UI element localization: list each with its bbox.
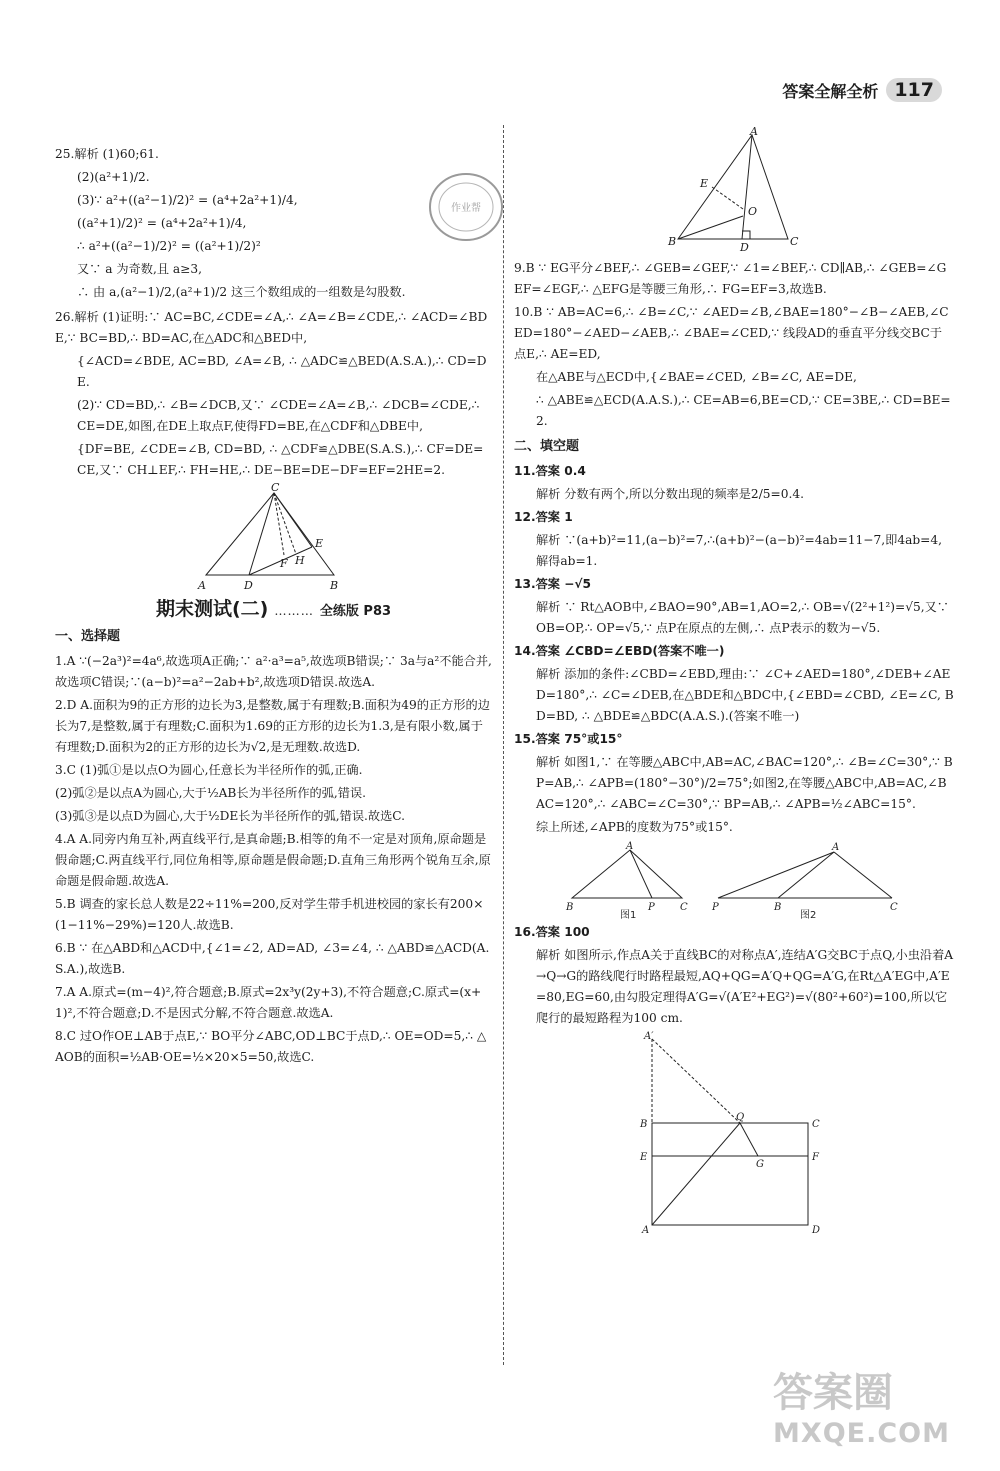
q25-line: 25.解析 (1)60;61.	[55, 147, 159, 161]
q26-line: 26.解析 (1)证明:∵ AC=BC,∠CDE=∠A,∴ ∠A=∠B=∠CDE,∴ ∠ACD=∠BDE,∵ BC=BD,∴ BD=AC,在△ADC和△BED中,	[55, 310, 488, 345]
answer-explain: 解析 分数有两个,所以分数出现的频率是2/5=0.4.	[536, 487, 805, 501]
answer-explain: 解析 如图所示,作点A关于直线BC的对称点A′,连结A′G交BC于点Q,小虫沿着A→Q→G的路线爬行时路程最短,AQ+QG=A′Q+QG=A′G,在Rt△A′EG中,A′E=80,EG=60,由勾股定理得A′G=√(A′E²+EG²)=√(80²+60²)=100,所以它爬行的最短路程为100 cm.	[536, 948, 954, 1025]
fig26-label-h: H	[294, 554, 305, 567]
fig16-label-a: A	[642, 1225, 650, 1236]
exam-title-dots: ………	[274, 604, 314, 618]
fig10-label-b: B	[668, 235, 677, 248]
answer-item: (2)弧②是以点A为圆心,大于½AB长为半径所作的弧,错误.	[55, 786, 367, 800]
fig16-label-c: C	[812, 1119, 820, 1130]
exam-title	[55, 599, 492, 622]
answer-label: 13.答案 −√5	[514, 577, 592, 591]
right-column	[514, 258, 954, 1238]
answer-explain: 解析 如图1,∵ 在等腰△ABC中,AB=AC,∠BAC=120°,∴ ∠B=∠C=30°,∵ BP=AB,∴ ∠APB=(180°−30°)/2=75°;如图2,在等腰△ABC中,AB=AC,∠BAC=120°,∴ ∠ABC=∠C=30°,∵ BP=AB,∴ ∠APB=½∠ABC=15°.	[536, 755, 953, 811]
answer-explain: 解析 ∵ Rt△AOB中,∠BAO=90°,AB=1,AO=2,∴ OB=√(2²+1²)=√5,又∵ OB=OP,∴ OP=√5,∵ 点P在原点的左侧,∴ 点P表示的数为−√5.	[536, 600, 949, 635]
fig26-label-d: D	[243, 579, 253, 592]
answer-label: 11.答案 0.4	[514, 464, 586, 478]
fig16-label-q: Q	[736, 1112, 745, 1123]
exam-title-edition: 全练版 P83	[319, 604, 392, 619]
fig26-label-b: B	[329, 579, 338, 592]
answer-item: 8.C 过O作OE⊥AB于点E,∵ BO平分∠ABC,OD⊥BC于点D,∴ OE=OD=5,∴ △AOB的面积=½AB·OE=½×20×5=50,故选C.	[55, 1029, 487, 1064]
answer-item: 3.C (1)弧①是以点O为圆心,任意长为半径所作的弧,正确.	[55, 763, 363, 777]
q26-block	[55, 307, 492, 481]
answer-item: 4.A A.同旁内角互补,两直线平行,是真命题;B.相等的角不一定是对顶角,原命题是假命题;C.两直线平行,同位角相等,原命题是假命题;D.直角三角形两个锐角互余,原命题是假命题.故选A.	[55, 832, 491, 888]
fig16-label-g: G	[756, 1159, 764, 1170]
watermark-main: 答案圈	[773, 1370, 894, 1416]
q25-block	[55, 144, 492, 303]
q25-line: (2)(a²+1)/2.	[77, 170, 150, 184]
answer-item: ∴ △ABE≌△ECD(A.A.S.),∴ CE=AB=6,BE=CD,∵ CE=3BE,∴ CD=BE=2.	[536, 393, 951, 428]
fig15-caption-2: 图2	[800, 910, 817, 920]
fig15a-label-b: B	[566, 902, 574, 913]
answer-item: (3)弧③是以点D为圆心,大于½DE长为半径所作的弧,错误.故选C.	[55, 809, 406, 823]
answer-explain: 解析 ∵(a+b)²=11,(a−b)²=7,∴(a+b)²−(a−b)²=4ab=11−7,即4ab=4,解得ab=1.	[536, 533, 942, 568]
q26-line: (2)∵ CD=BD,∴ ∠B=∠DCB,又∵ ∠CDE=∠A=∠B,∴ ∠DCB=∠CDE,∴ CE=DE,如图,在DE上取点F,使得FD=BE,在△CDF和△DBE中,	[77, 398, 480, 433]
answer-item: 7.A A.原式=(m−4)²,符合题意;B.原式=2x³y(2y+3),不符合题意;C.原式=(x+1)²,不符合题意;D.不是因式分解,不符合题意.故选A.	[55, 985, 482, 1020]
answer-item: 5.B 调查的家长总人数是22÷11%=200,反对学生带手机进校园的家长有200×(1−11%−29%)=120人.故选B.	[55, 897, 484, 932]
left-column	[55, 144, 492, 1070]
answer-explain: 解析 添加的条件:∠CBD=∠EBD,理由:∵ ∠C+∠AED=180°,∠DEB+∠AED=180°,∴ ∠C=∠DEB,在△BDE和△BDC中,{∠EBD=∠CBD, ∠E=∠C, BD=BD, ∴ △BDE≌△BDC(A.A.S.).(答案不唯一)	[536, 667, 954, 723]
fig15a-label-c: C	[680, 902, 688, 913]
q25-line: (3)∵ a²+((a²−1)/2)² = (a⁴+2a²+1)/4,	[77, 193, 298, 207]
answer-explain: 综上所述,∠APB的度数为75°或15°.	[536, 820, 733, 834]
header-title: 答案全解全析	[782, 81, 879, 101]
answer-label: 16.答案 100	[514, 925, 590, 939]
choice-answers-2	[514, 258, 954, 432]
fig10-label-c: C	[790, 235, 799, 248]
fig10-label-d: D	[740, 241, 749, 254]
answer-item: 10.B ∵ AB=AC=6,∴ ∠B=∠C,∵ ∠AED=∠B,∠BAE=180°−∠B−∠AEB,∠CED=180°−∠AED−∠AEB,∴ ∠BAE=∠CED,∵ 线段AD的垂直平分线交BC于点E,∴ AE=ED,	[514, 305, 949, 361]
fig26-label-e: E	[314, 537, 323, 550]
section-heading-choice: 一、选择题	[55, 629, 121, 644]
q26-line: {DF=BE, ∠CDE=∠B, CD=BD, ∴ △CDF≌△DBE(S.A.S.),∴ CF=DE=CE,又∵ CH⊥EF,∴ FH=HE,∴ DE−BE=DE−DF=EF=2HE=2.	[77, 442, 484, 477]
fig16-label-a-prime: A′	[644, 1031, 654, 1042]
q15-figures	[564, 840, 904, 920]
fig16-label-d: D	[812, 1225, 821, 1236]
fig15b-label-c: C	[890, 902, 898, 913]
fig15a-label-a: A	[626, 841, 634, 852]
fill-answers-16	[514, 922, 954, 1029]
fig26-label-f: F	[279, 557, 288, 570]
fig16-label-b: B	[640, 1119, 648, 1130]
fig15a-label-p: P	[648, 902, 655, 913]
stamp-text: 作业帮	[451, 203, 481, 214]
fig10-label-a: A	[750, 127, 758, 138]
fig15b-label-a: A	[832, 842, 840, 853]
choice-answers	[55, 651, 492, 1068]
answer-label: 15.答案 75°或15°	[514, 732, 623, 746]
answer-item: 9.B ∵ EG平分∠BEF,∴ ∠GEB=∠GEF,∵ ∠1=∠BEF,∴ CD∥AB,∴ ∠GEB=∠GEF=∠EGF,∴ △EFG是等腰三角形,∴ FG=EF=3,故选B.	[514, 261, 947, 296]
watermark	[773, 1361, 950, 1449]
section-heading-fill: 二、填空题	[514, 439, 580, 454]
answer-item: 1.A ∵(−2a³)²=4a⁶,故选项A正确;∵ a²·a³=a⁵,故选项B错误;∵ 3a与a²不能合并,故选项C错误;∵(a−b)²=a²−2ab+b²,故选项D错误.故选A.	[55, 654, 492, 689]
q25-line: ((a²+1)/2)² = (a⁴+2a²+1)/4,	[77, 216, 247, 230]
fig26-label-a: A	[197, 579, 206, 592]
page-header	[782, 78, 942, 102]
fig10-label-e: E	[700, 177, 709, 190]
watermark-url: MXQE.COM	[773, 1418, 950, 1449]
answer-label: 12.答案 1	[514, 510, 573, 524]
fig15b-label-p: P	[712, 902, 719, 913]
exam-title-main: 期末测试(二)	[155, 598, 269, 620]
fill-answers	[514, 461, 954, 838]
q26-line: {∠ACD=∠BDE, AC=BD, ∠A=∠B, ∴ △ADC≌△BED(A.S.A.),∴ CD=DE.	[77, 354, 487, 389]
fig15b-label-b: B	[774, 902, 782, 913]
q25-line: 又∵ a 为奇数,且 a≥3,	[77, 262, 202, 276]
fig16-label-f: F	[812, 1152, 819, 1163]
page-number: 117	[886, 78, 942, 102]
q16-figure	[634, 1031, 834, 1236]
q25-line: ∴ 由 a,(a²−1)/2,(a²+1)/2 这三个数组成的一组数是勾股数.	[77, 285, 406, 299]
fig10-label-o: O	[748, 205, 758, 218]
column-divider	[503, 125, 504, 1365]
fig16-label-e: E	[640, 1152, 648, 1163]
fig26-label-c: C	[270, 483, 279, 494]
answer-item: 在△ABE与△ECD中,{∠BAE=∠CED, ∠B=∠C, AE=DE,	[536, 370, 857, 384]
answer-item: 2.D A.面积为9的正方形的边长为3,是整数,属于有理数;B.面积为49的正方形的边长为7,是整数,属于有理数;C.面积为1.69的正方形的边长为1.3,是有限小数,属于有理数;D.面积为2的正方形的边长为√2,是无理数.故选D.	[55, 698, 490, 754]
q25-line: ∴ a²+((a²−1)/2)² = ((a²+1)/2)²	[77, 239, 261, 253]
answer-label: 14.答案 ∠CBD=∠EBD(答案不唯一)	[514, 644, 725, 658]
q10-figure	[664, 127, 804, 255]
fig15-caption-1: 图1	[620, 910, 637, 920]
q26-figure	[194, 483, 354, 593]
answer-item: 6.B ∵ 在△ABD和△ACD中,{∠1=∠2, AD=AD, ∠3=∠4, ∴ △ABD≌△ACD(A.S.A.),故选B.	[55, 941, 490, 976]
